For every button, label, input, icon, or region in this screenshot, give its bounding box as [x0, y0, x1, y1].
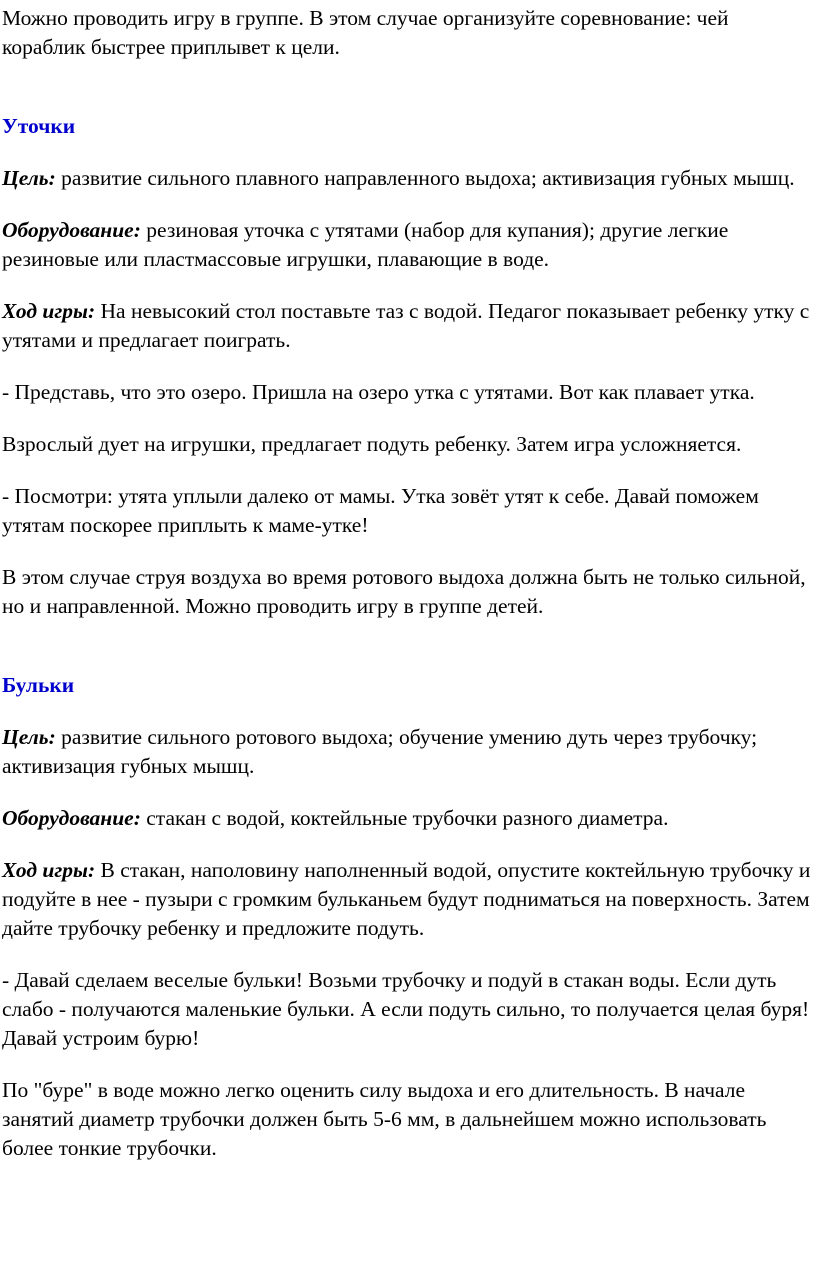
bubbles-goal-paragraph [2, 723, 812, 781]
ducks-paragraph-3: - Посмотри: утята уплыли далеко от мамы. Утка зовёт утят к себе. Давай поможем утятам поскорее приплыть к маме-утке! [2, 484, 759, 537]
course-label: Ход игры: [2, 858, 96, 882]
equipment-label: Оборудование: [2, 218, 141, 242]
goal-label: Цель: [2, 166, 56, 190]
goal-text: развитие сильного ротового выдоха; обучение умению дуть через трубочку; активизация губных мышц. [2, 725, 758, 778]
section-bubbles [2, 671, 812, 1163]
ducks-equipment-paragraph [2, 216, 812, 274]
bubbles-paragraph-1: - Давай сделаем веселые бульки! Возьми трубочку и подуй в стакан воды. Если дуть слабо - получаются маленькие бульки. А если подуть сильно, то получается целая буря! Давай устроим бурю! [2, 968, 810, 1050]
ducks-course-paragraph [2, 297, 812, 355]
ducks-goal-paragraph [2, 164, 812, 193]
bubbles-paragraph-2: По "буре" в воде можно легко оценить силу выдоха и его длительность. В начале занятий диаметр трубочки должен быть 5-6 мм, в дальнейшем можно использовать более тонкие трубочки. [2, 1078, 767, 1160]
bubbles-course-paragraph [2, 856, 812, 943]
document-page [2, 4, 812, 1186]
section-ducks [2, 112, 812, 621]
equipment-label: Оборудование: [2, 806, 141, 830]
goal-text: развитие сильного плавного направленного выдоха; активизация губных мышц. [55, 166, 795, 190]
ducks-paragraph-2: Взрослый дует на игрушки, предлагает подуть ребенку. Затем игра усложняется. [2, 432, 742, 456]
section-spacer [2, 85, 812, 112]
course-label: Ход игры: [2, 299, 96, 323]
section-title-ducks: Уточки [2, 114, 76, 138]
bubbles-equipment-paragraph [2, 804, 812, 833]
section-title-bubbles: Бульки [2, 673, 75, 697]
goal-label: Цель: [2, 725, 56, 749]
equipment-text: стакан с водой, коктейльные трубочки разного диаметра. [140, 806, 669, 830]
intro-paragraph: Можно проводить игру в группе. В этом случае организуйте соревнование: чей кораблик быстрее приплывет к цели. [2, 6, 729, 59]
section-spacer [2, 644, 812, 671]
course-text: В стакан, наполовину наполненный водой, опустите коктейльную трубочку и подуйте в нее - пузыри с громким бульканьем будут подниматься на поверхность. Затем дайте трубочку ребенку и предложите подуть. [2, 858, 811, 940]
course-text: На невысокий стол поставьте таз с водой. Педагог показывает ребенку утку с утятами и предлагает поиграть. [2, 299, 810, 352]
equipment-text: резиновая уточка с утятами (набор для купания); другие легкие резиновые или пластмассовые игрушки, плавающие в воде. [2, 218, 729, 271]
ducks-paragraph-1: - Представь, что это озеро. Пришла на озеро утка с утятами. Вот как плавает утка. [2, 380, 755, 404]
ducks-paragraph-4: В этом случае струя воздуха во время ротового выдоха должна быть не только сильной, но и направленной. Можно проводить игру в группе детей. [2, 565, 806, 618]
